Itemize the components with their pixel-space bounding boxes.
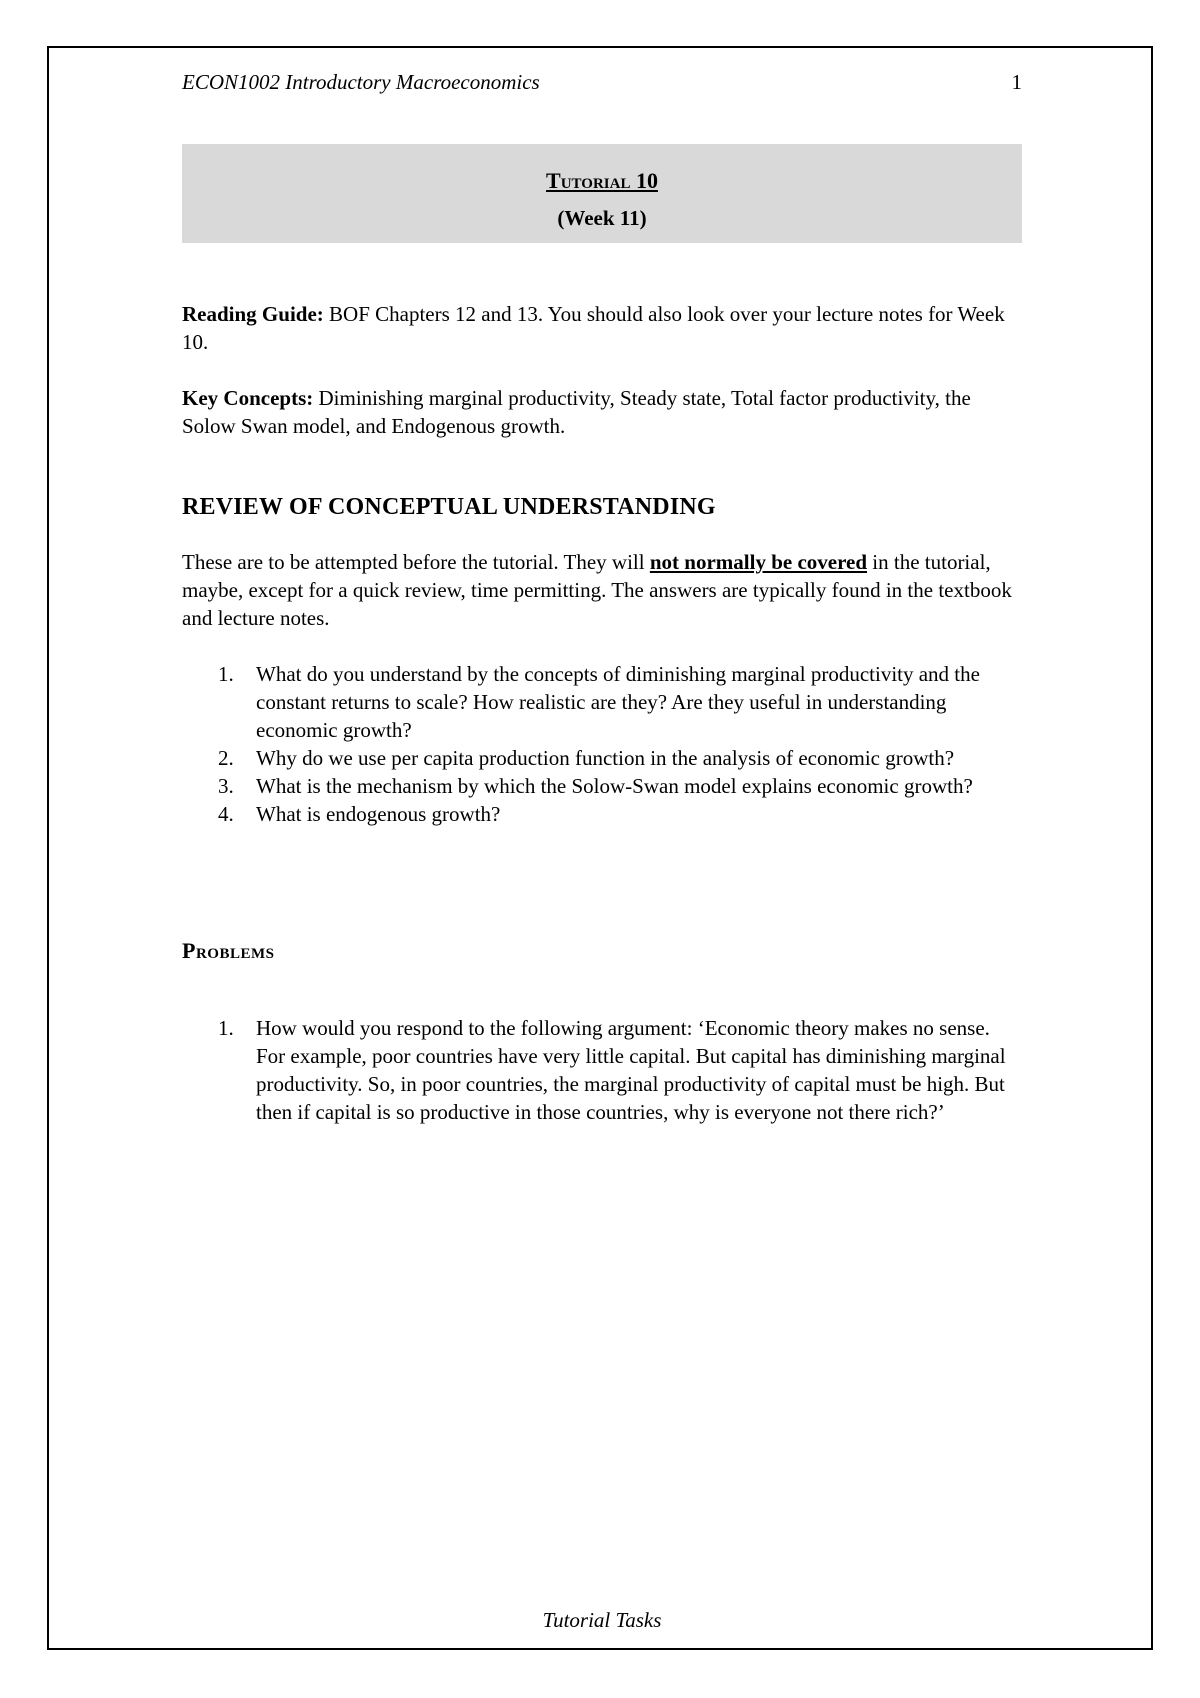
reading-guide (182, 300, 1022, 356)
review-question (182, 800, 1022, 828)
review-question (182, 660, 1022, 744)
review-question-list (182, 660, 1022, 828)
review-question (182, 744, 1022, 772)
question-text: What is the mechanism by which the Solow-Swan model explains economic growth? (256, 774, 973, 798)
reading-guide-text: BOF Chapters 12 and 13. You should also look over your lecture notes for Week 10. (182, 302, 1005, 354)
problem-number: 1. (218, 1016, 234, 1040)
page-footer: Tutorial Tasks (542, 1608, 662, 1632)
reading-guide-label: Reading Guide: (182, 302, 324, 326)
title-box (182, 144, 1022, 243)
question-number: 2. (218, 746, 234, 770)
question-number: 3. (218, 774, 234, 798)
problems-heading: Problems (182, 938, 275, 963)
question-text: Why do we use per capita production function in the analysis of economic growth? (256, 746, 955, 770)
problem-text: How would you respond to the following argument: ‘Economic theory makes no sense. For example, poor countries have very little capital. But capital has diminishing marginal productivity. So, in poor countries, the marginal productivity of capital must be high. But then if capital is so productive in those countries, why is everyone not there rich?’ (256, 1016, 1006, 1124)
course-title: ECON1002 Introductory Macroeconomics (182, 70, 540, 94)
problems-list (182, 1014, 1022, 1126)
review-question (182, 772, 1022, 800)
question-text: What do you understand by the concepts of diminishing marginal productivity and the constant returns to scale? How realistic are they? Are they useful in understanding economic growth? (256, 662, 980, 742)
question-text: What is endogenous growth? (256, 802, 501, 826)
review-intro-before: These are to be attempted before the tutorial. They will (182, 550, 650, 574)
page-number: 1 (1011, 70, 1022, 94)
key-concepts-label: Key Concepts: (182, 386, 314, 410)
review-heading: REVIEW OF CONCEPTUAL UNDERSTANDING (182, 494, 716, 520)
problem-item (182, 1014, 1022, 1126)
question-number: 4. (218, 802, 234, 826)
review-intro-emphasis: not normally be covered (649, 550, 868, 574)
page-border (47, 46, 1153, 1650)
question-number: 1. (218, 662, 234, 686)
review-intro (182, 548, 1022, 632)
tutorial-title: Tutorial 10 (546, 168, 658, 193)
review-intro-after: in the tutorial, maybe, except for a quick review, time permitting. The answers are typically found in the textbook and lecture notes. (182, 550, 1012, 630)
page-header (182, 70, 1022, 95)
tutorial-week: (Week 11) (557, 206, 647, 230)
key-concepts-text: Diminishing marginal productivity, Steady state, Total factor productivity, the Solow Swan model, and Endogenous growth. (182, 386, 971, 438)
key-concepts (182, 384, 1022, 440)
